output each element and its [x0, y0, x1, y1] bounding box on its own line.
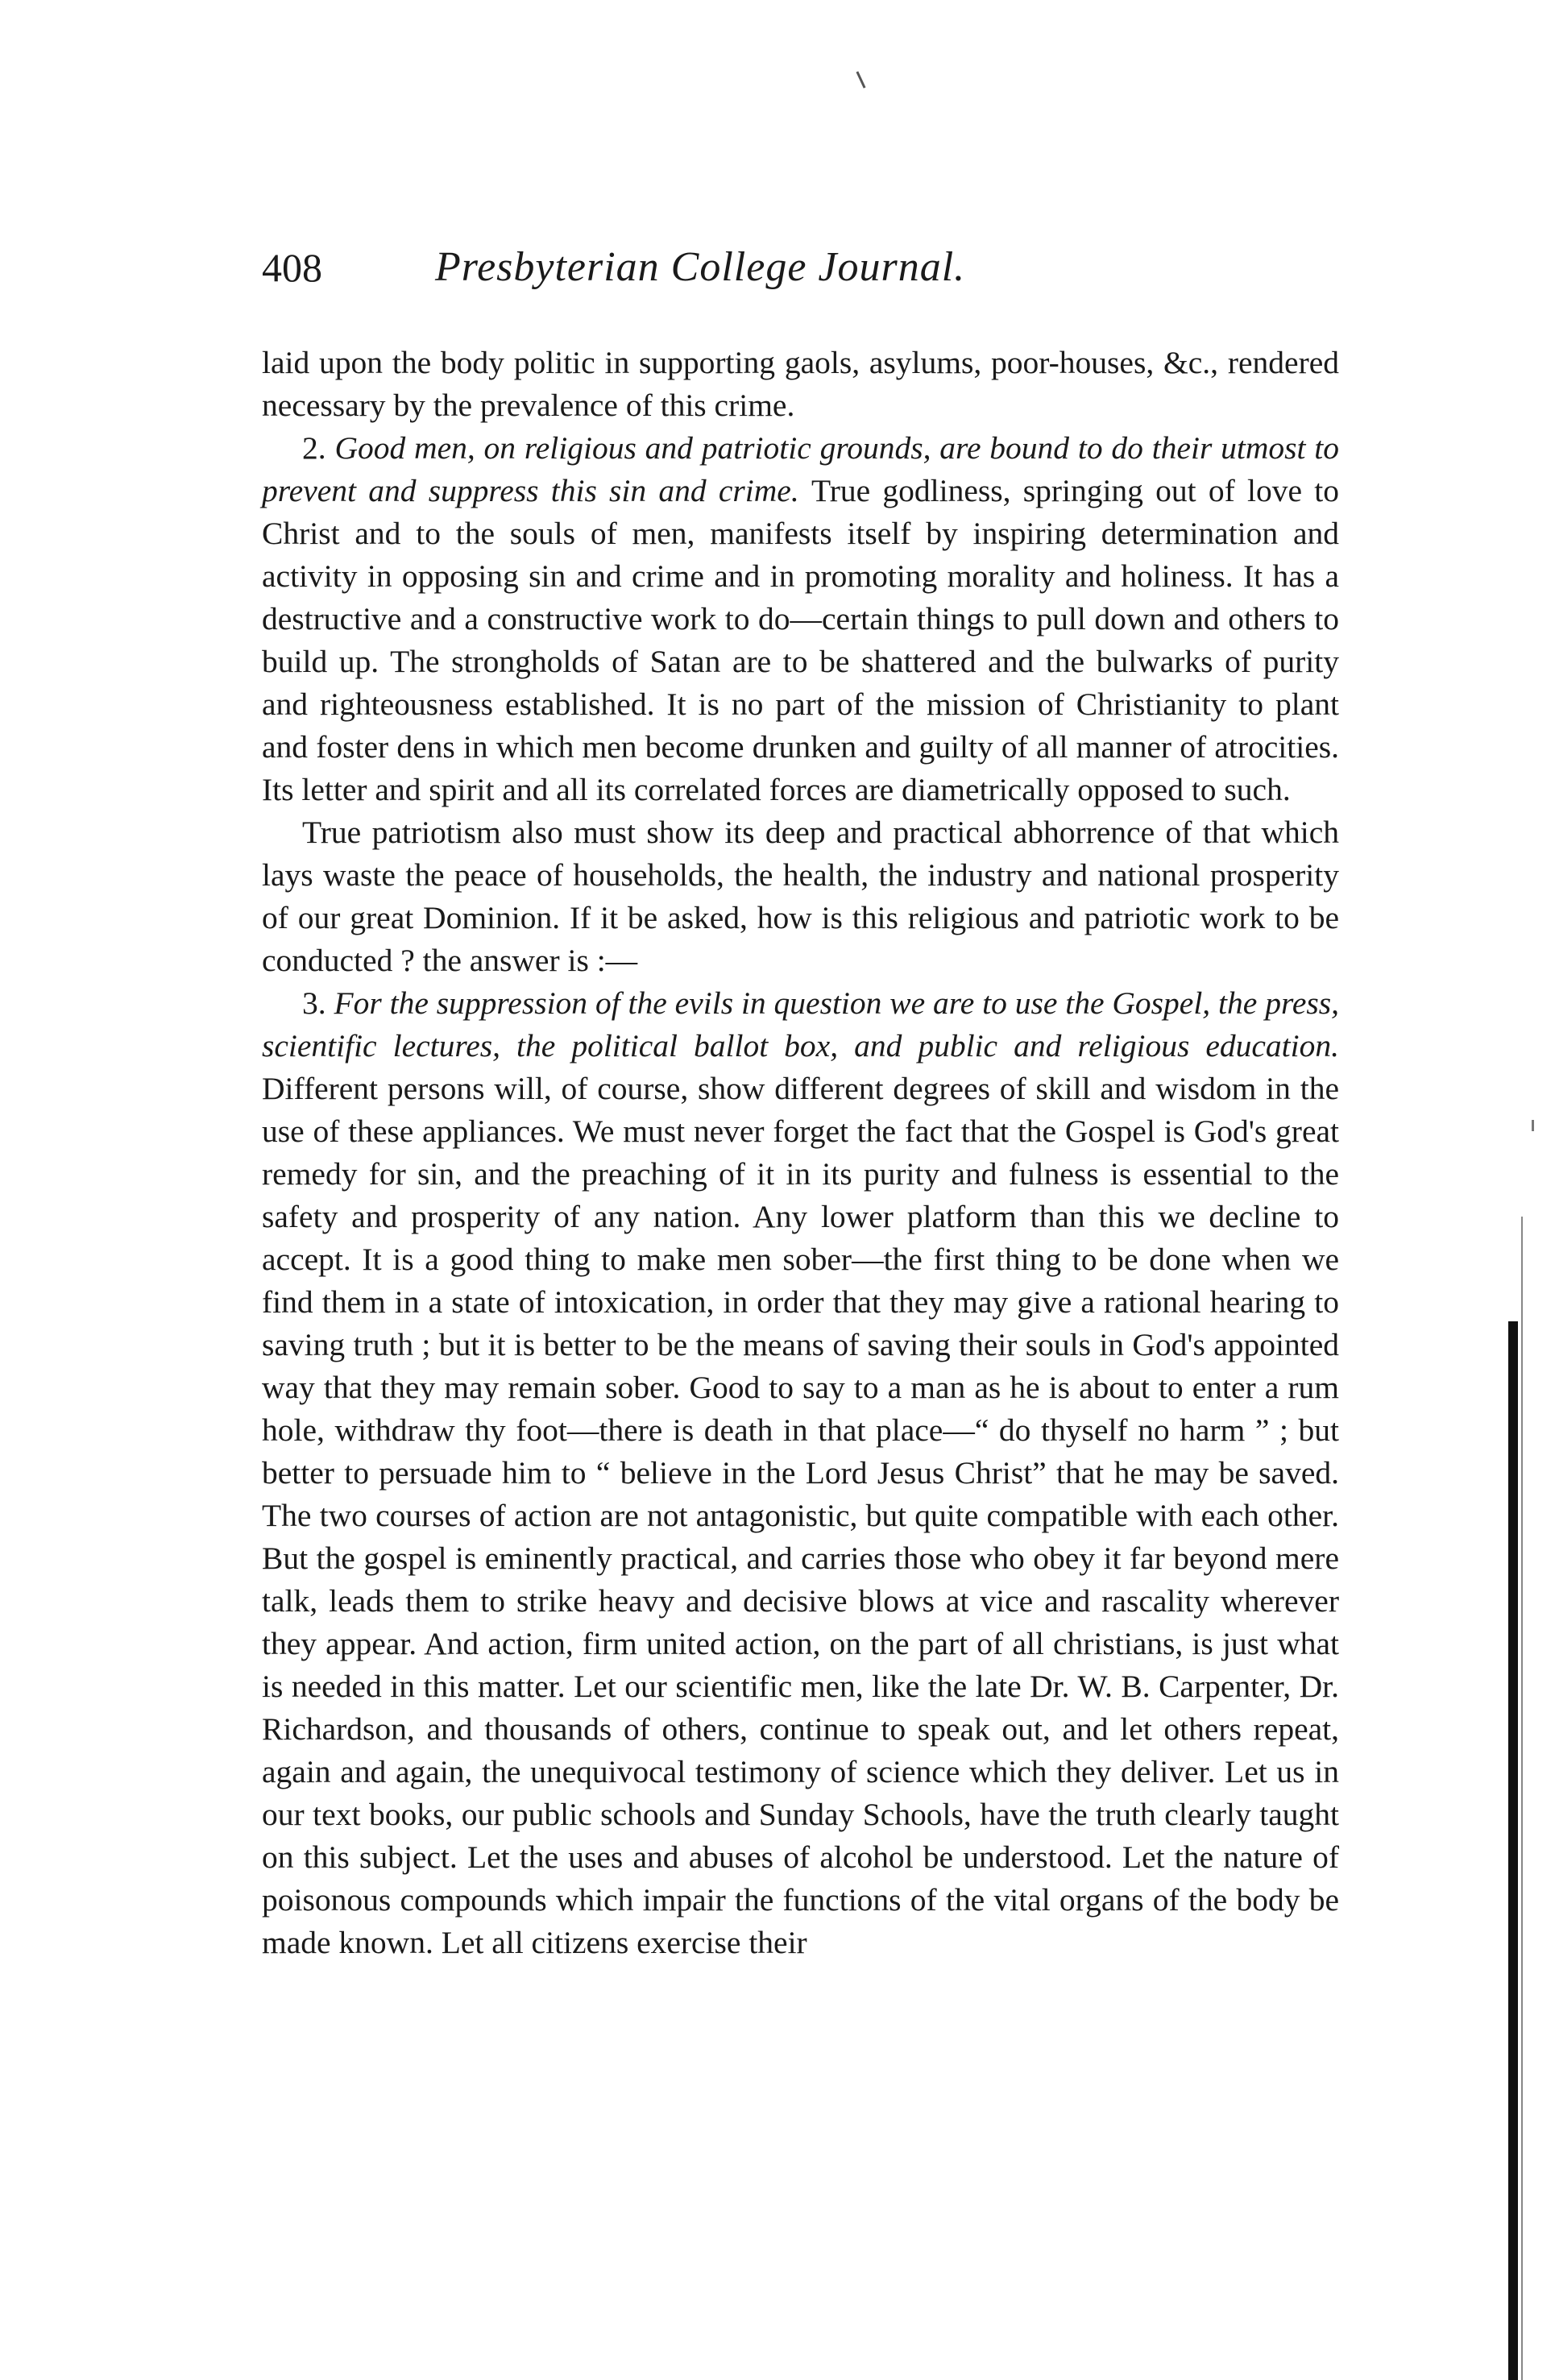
- paragraph-2-text: True godliness, springing out of love to Christ and to the souls of men, manifests itself by inspiring determination and activity in opposing sin and crime and in promoting morality and holiness. It has a destructive and a constructive work to do—certain things to pull down and others to build up. The strongholds of Satan are to be shattered and the bulwarks of purity and righteousness established. It is no part of the mission of Christianity to plant and foster dens in which men become drunken and guilty of all manner of atrocities. Its letter and spirit and all its correlated forces are diametrically opposed to such.: [262, 473, 1340, 807]
- paragraph-4: [262, 982, 1339, 1964]
- point-3-heading: For the suppression of the evils in question we are to use the Gospel, the press, scientific lectures, the political ballot box, and public and religious education.: [262, 985, 1339, 1064]
- paragraph-3-text: True patriotism also must show its deep and practical abhorrence of that which lays waste the peace of households, the health, the industry and national prosperity of our great Dominion. If it be asked, how is this religious and patriotic work to be conducted ? the answer is :—: [262, 815, 1339, 978]
- paragraph-3: [262, 811, 1339, 982]
- stray-mark: [856, 71, 865, 88]
- paragraph-1: [262, 342, 1339, 427]
- binding-edge: [1508, 1321, 1518, 2380]
- margin-mark: [1532, 1120, 1534, 1131]
- paragraph-4-text: Different persons will, of course, show different degrees of skill and wisdom in the use of these appliances. We must never forget the fact that the Gospel is God's great remedy for sin, and the preaching of it in its purity and fulness is essential to the safety and prosperity of any nation. Any lower platform than this we decline to accept. It is a good thing to make men sober—the first thing to be done when we find them in a state of intoxication, in order that they may give a rational hearing to saving truth ; but it is better to be the means of saving their souls in God's appointed way that they may remain sober. Good to say to a man as he is about to enter a rum hole, withdraw thy foot—there is death in that place—“ do thyself no harm ” ; but better to persuade him to “ believe in the Lord Jesus Christ” that he may be saved. The two courses of action are not antagonistic, but quite compatible with each other. But the gospel is eminently practical, and carries those who obey it far beyond mere talk, leads them to strike heavy and decisive blows at vice and rascality wherever they appear. And action, firm united action, on the part of all christians, is just what is needed in this matter. Let our scientific men, like the late Dr. W. B. Carpenter, Dr. Richardson, and thousands of others, continue to speak out, and let others repeat, again and again, the unequivocal testimony of science which they deliver. Let us in our text books, our public schools and Sunday Schools, have the truth clearly taught on this subject. Let the uses and abuses of alcohol be understood. Let the nature of poisonous compounds which impair the functions of the vital organs of the body be made known. Let all citizens exercise their: [262, 1071, 1339, 1960]
- point-2-heading: Good men, on religious and patriotic grounds, are bound to do their utmost to prevent and suppress this sin and crime.: [262, 430, 1340, 508]
- paragraph-2: [262, 427, 1339, 811]
- paragraph-1-text: laid upon the body politic in supporting gaols, asylums, poor-houses, &c., rendered necessary by the prevalence of this crime.: [262, 345, 1339, 423]
- page-number: 408: [262, 245, 322, 290]
- binding-edge-thin: [1521, 1217, 1523, 2380]
- point-3-number: 3.: [302, 985, 334, 1021]
- point-2-number: 2.: [302, 430, 335, 466]
- journal-title: Presbyterian College Journal.: [435, 244, 966, 290]
- article-body: [262, 342, 1339, 1964]
- running-head: [262, 235, 1350, 300]
